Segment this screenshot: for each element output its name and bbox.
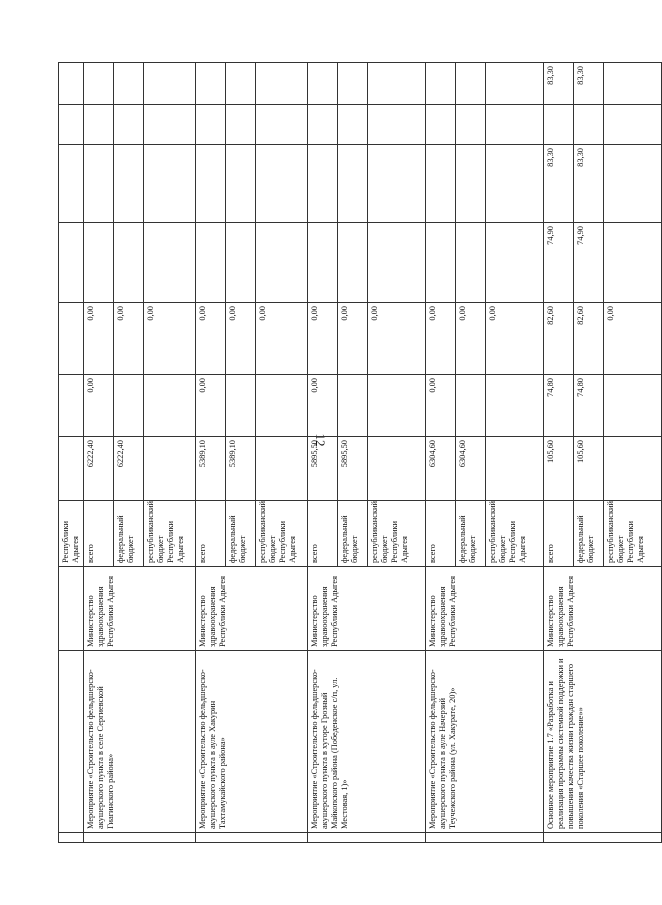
cell-event: Мероприятие «Строительство фельдшерско-акушерского пункта в селе Сергиевской Гиагинского района» <box>83 651 195 833</box>
cell-value <box>83 223 113 303</box>
cell-executor: Министерство здравоохранения Республики Адыгея <box>83 567 195 651</box>
cell-value: 82,60 <box>543 303 573 375</box>
cell-value <box>83 63 113 105</box>
cell-value: 83,30 <box>573 145 603 223</box>
cell-value <box>143 375 195 437</box>
cell-source: Республики Адыгея <box>59 501 84 567</box>
cell-source: федеральный бюджет <box>455 501 485 567</box>
cell-index <box>543 833 661 843</box>
cell-event: Основное мероприятие 1.7 «Разработка и реализация программы системной поддержки и повышения качества жизни граждан старшего поколения «Старшее поколение»» <box>543 651 661 833</box>
cell-value <box>367 145 425 223</box>
cell-value <box>425 105 455 145</box>
cell-value <box>337 145 367 223</box>
cell-value <box>113 145 143 223</box>
cell-value <box>59 303 84 375</box>
cell-value <box>255 223 307 303</box>
cell-value: 0,00 <box>225 303 255 375</box>
cell-event: Мероприятие «Строительство фельдшерско-акушерского пункта в ауле Хакурин Тахтамукайского района» <box>195 651 307 833</box>
table-row <box>83 63 113 843</box>
budget-table <box>58 62 662 843</box>
table-row <box>307 63 337 843</box>
table-row <box>425 63 455 843</box>
cell-value <box>573 105 603 145</box>
cell-source: республиканский бюджет Республики Адыгея <box>255 501 307 567</box>
cell-value: 0,00 <box>83 375 113 437</box>
cell-value: 105,60 <box>573 437 603 501</box>
cell-value <box>455 63 485 105</box>
cell-value <box>225 145 255 223</box>
cell-source: федеральный бюджет <box>573 501 603 567</box>
cell-value <box>143 437 195 501</box>
cell-value <box>307 145 337 223</box>
cell-value: 0,00 <box>425 303 455 375</box>
cell-value <box>143 63 195 105</box>
cell-source: всего <box>425 501 455 567</box>
cell-value <box>485 105 543 145</box>
cell-value <box>485 375 543 437</box>
cell-value <box>543 105 573 145</box>
cell-value <box>59 63 84 105</box>
cell-value <box>113 105 143 145</box>
cell-value <box>367 437 425 501</box>
cell-index <box>307 833 425 843</box>
cell-value <box>367 375 425 437</box>
cell-value <box>485 437 543 501</box>
cell-executor: Министерство здравоохранения Республики Адыгея <box>307 567 425 651</box>
cell-value <box>195 145 225 223</box>
cell-value <box>425 63 455 105</box>
cell-value: 0,00 <box>307 303 337 375</box>
cell-value <box>603 63 661 105</box>
cell-executor: Министерство здравоохранения Республики Адыгея <box>543 567 661 651</box>
cell-value <box>337 63 367 105</box>
cell-value <box>83 105 113 145</box>
cell-source: всего <box>307 501 337 567</box>
cell-source: федеральный бюджет <box>225 501 255 567</box>
cell-value <box>255 145 307 223</box>
cell-value: 83,30 <box>543 145 573 223</box>
cell-index <box>425 833 543 843</box>
cell-value <box>255 437 307 501</box>
cell-value: 0,00 <box>425 375 455 437</box>
cell-value <box>455 145 485 223</box>
cell-value: 74,80 <box>543 375 573 437</box>
cell-executor: Министерство здравоохранения Республики Адыгея <box>425 567 543 651</box>
cell-value <box>425 145 455 223</box>
cell-source: республиканский бюджет Республики Адыгея <box>143 501 195 567</box>
cell-value: 82,60 <box>573 303 603 375</box>
cell-value <box>255 105 307 145</box>
cell-source: всего <box>195 501 225 567</box>
table-body <box>59 63 662 843</box>
cell-value <box>307 223 337 303</box>
cell-value: 6222,40 <box>83 437 113 501</box>
cell-value <box>307 63 337 105</box>
cell-event-empty <box>59 651 84 833</box>
cell-source: всего <box>83 501 113 567</box>
cell-value: 6304,60 <box>455 437 485 501</box>
cell-index <box>195 833 307 843</box>
cell-value <box>603 145 661 223</box>
cell-value: 5389,10 <box>225 437 255 501</box>
cell-value <box>455 105 485 145</box>
cell-value: 0,00 <box>255 303 307 375</box>
cell-value <box>59 145 84 223</box>
cell-value <box>337 375 367 437</box>
cell-value <box>225 63 255 105</box>
cell-executor: Министерство здравоохранения Республики Адыгея <box>195 567 307 651</box>
cell-value: 0,00 <box>195 303 225 375</box>
cell-value <box>195 105 225 145</box>
cell-source: федеральный бюджет <box>337 501 367 567</box>
cell-value: 105,60 <box>543 437 573 501</box>
cell-value: 0,00 <box>113 303 143 375</box>
cell-value <box>367 105 425 145</box>
cell-value <box>337 223 367 303</box>
cell-value <box>143 145 195 223</box>
cell-value <box>225 105 255 145</box>
cell-source: всего <box>543 501 573 567</box>
cell-value: 0,00 <box>143 303 195 375</box>
cell-value <box>59 437 84 501</box>
cell-value <box>143 105 195 145</box>
cell-value <box>485 63 543 105</box>
cell-value <box>485 145 543 223</box>
cell-value: 0,00 <box>603 303 661 375</box>
cell-value: 83,30 <box>573 63 603 105</box>
table-row <box>59 63 84 843</box>
cell-value <box>367 223 425 303</box>
cell-value <box>603 437 661 501</box>
cell-value <box>195 63 225 105</box>
cell-value <box>83 145 113 223</box>
cell-value <box>255 375 307 437</box>
cell-value: 0,00 <box>485 303 543 375</box>
cell-value: 0,00 <box>455 303 485 375</box>
cell-value <box>225 223 255 303</box>
cell-value: 5895,50 <box>337 437 367 501</box>
cell-index <box>83 833 195 843</box>
cell-source: федеральный бюджет <box>113 501 143 567</box>
cell-value <box>603 223 661 303</box>
cell-value: 6304,60 <box>425 437 455 501</box>
cell-value <box>307 105 337 145</box>
cell-value <box>337 105 367 145</box>
cell-value <box>603 375 661 437</box>
table-row <box>195 63 225 843</box>
cell-value <box>195 223 225 303</box>
cell-value: 83,30 <box>543 63 573 105</box>
cell-empty <box>59 833 84 843</box>
cell-value <box>59 375 84 437</box>
cell-value: 0,00 <box>337 303 367 375</box>
cell-value <box>113 63 143 105</box>
cell-value <box>113 223 143 303</box>
table-row <box>543 63 573 843</box>
cell-event: Мероприятие «Строительство фельдшерско-акушерского пункта в хуторе Грозный Майкопского района (Победенское с/п, ул. Местовая, 1)» <box>307 651 425 833</box>
rotated-page <box>58 63 645 843</box>
cell-source: республиканский бюджет Республики Адыгея <box>603 501 661 567</box>
cell-value <box>255 63 307 105</box>
cell-value <box>603 105 661 145</box>
cell-value: 6222,40 <box>113 437 143 501</box>
cell-value <box>225 375 255 437</box>
cell-value <box>455 375 485 437</box>
cell-source: республиканский бюджет Республики Адыгея <box>485 501 543 567</box>
cell-value <box>425 223 455 303</box>
cell-value <box>485 223 543 303</box>
cell-value: 0,00 <box>83 303 113 375</box>
page-number: 12 <box>313 433 328 447</box>
cell-value: 74,80 <box>573 375 603 437</box>
cell-value <box>113 375 143 437</box>
cell-value <box>59 105 84 145</box>
cell-value <box>59 223 84 303</box>
cell-value <box>455 223 485 303</box>
cell-source: республиканский бюджет Республики Адыгея <box>367 501 425 567</box>
cell-value <box>143 223 195 303</box>
cell-executor-empty <box>59 567 84 651</box>
cell-value: 0,00 <box>307 375 337 437</box>
cell-event: Мероприятие «Строительство фельдшерско-акушерского пункта в ауле Начерзий Теучежского района (ул. Хакурате, 20)» <box>425 651 543 833</box>
cell-value: 74,90 <box>543 223 573 303</box>
cell-value: 5389,10 <box>195 437 225 501</box>
cell-value: 0,00 <box>367 303 425 375</box>
cell-value: 0,00 <box>195 375 225 437</box>
cell-value: 74,90 <box>573 223 603 303</box>
cell-value <box>367 63 425 105</box>
cell-value: 5895,50 <box>307 437 337 501</box>
